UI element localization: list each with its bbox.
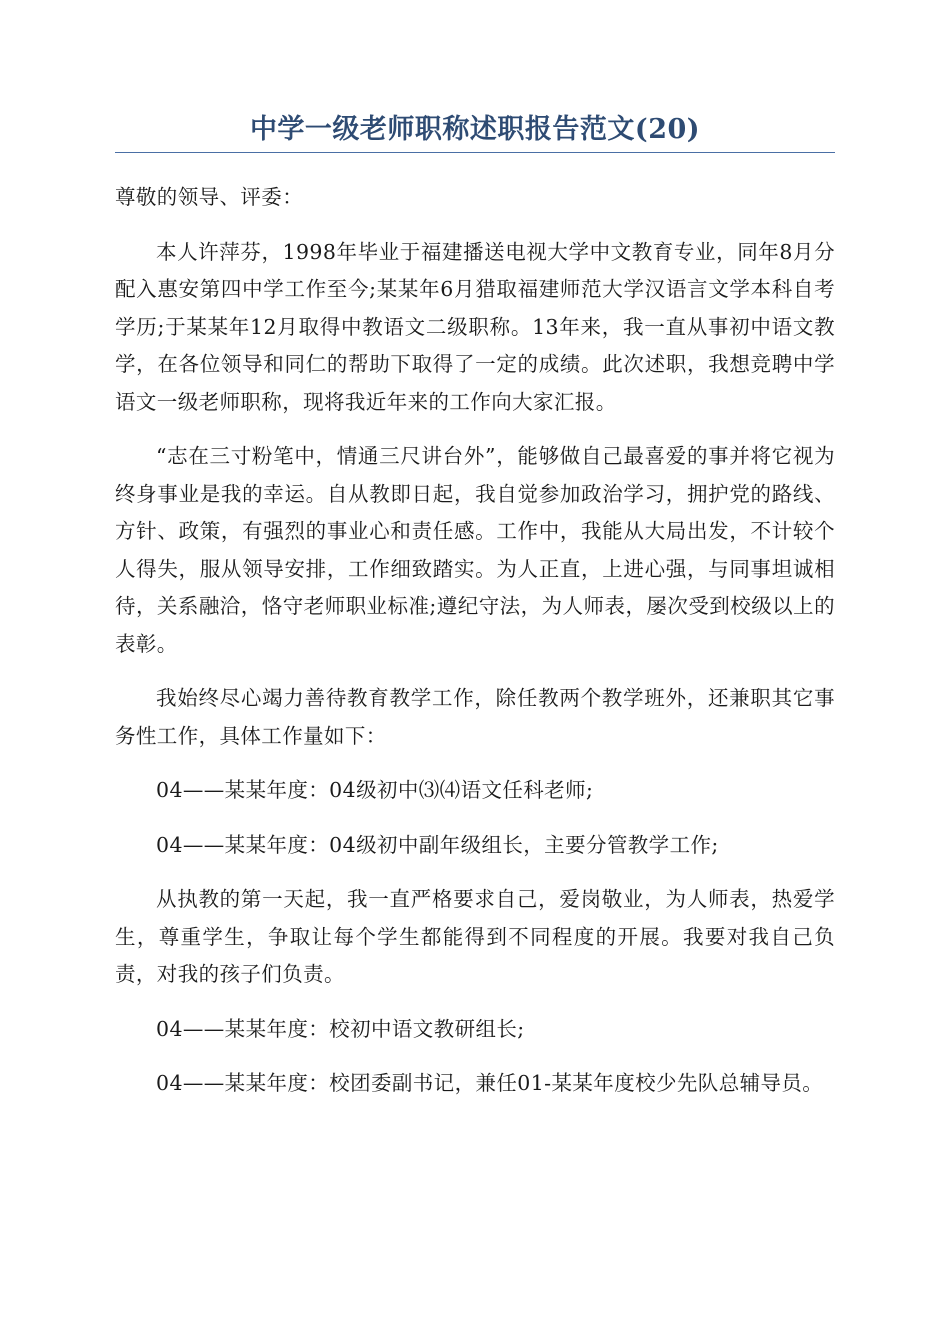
workload-item: 04——某某年度：04级初中副年级组长，主要分管教学工作; (156, 832, 719, 857)
workload-item: 04——某某年度：校初中语文教研组长; (156, 1016, 525, 1041)
paragraph-workload: 我始终尽心竭力善待教育教学工作，除任教两个教学班外，还兼职其它事务性工作，具体工作量如下： (115, 686, 835, 748)
document-body (115, 179, 835, 1103)
paragraph-dedication: 从执教的第一天起，我一直严格要求自己，爱岗敬业，为人师表，热爱学生，尊重学生，争取让每个学生都能得到不同程度的开展。我要对我自己负责，对我的孩子们负责。 (115, 887, 835, 986)
salutation: 尊敬的领导、评委： (115, 185, 304, 209)
workload-item: 04——某某年度：04级初中⑶⑷语文任科老师; (156, 778, 594, 802)
document-title: 中学一级老师职称述职报告范文(20) (115, 110, 835, 153)
document-page (115, 110, 835, 1120)
workload-item: 04——某某年度：校团委副书记，兼任01-某某年度校少先队总辅导员。 (156, 1071, 824, 1095)
paragraph-attitude: “志在三寸粉笔中，情通三尺讲台外”，能够做自己最喜爱的事并将它视为终身事业是我的幸运。自从教即日起，我自觉参加政治学习，拥护党的路线、方针、政策，有强烈的事业心和责任感。工作中，我能从大局出发，不计较个人得失，服从领导安排，工作细致踏实。为人正直，上进心强，与同事坦诚相待，关系融洽，恪守老师职业标准;遵纪守法，为人师表，屡次受到校级以上的表彰。 (115, 444, 835, 656)
paragraph-intro: 本人许萍芬，1998年毕业于福建播送电视大学中文教育专业，同年8月分配入惠安第四中学工作至今;某某年6月猎取福建师范大学汉语言文学本科自考学历;于某某年12月取得中教语文二级职称。13年来，我一直从事初中语文教学，在各位领导和同仁的帮助下取得了一定的成绩。此次述职，我想竞聘中学语文一级老师职称，现将我近年来的工作向大家汇报。 (115, 239, 835, 414)
